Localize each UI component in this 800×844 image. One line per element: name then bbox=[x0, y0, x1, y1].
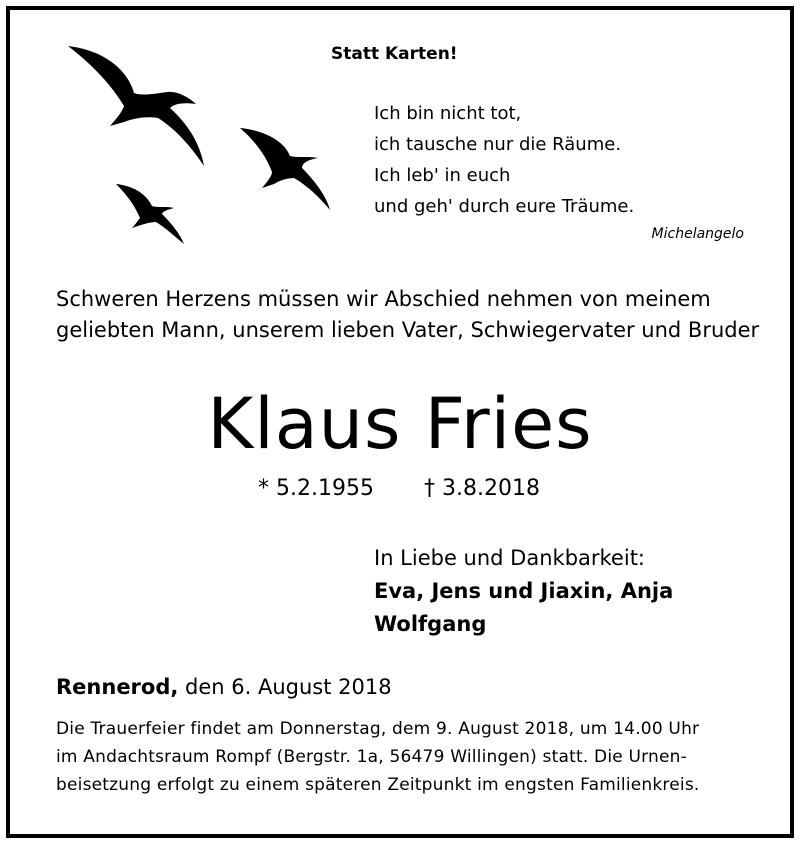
birth-date: * 5.2.1955 bbox=[258, 476, 374, 501]
mourners-names: Wolfgang bbox=[374, 612, 487, 636]
notice-line: Die Trauerfeier findet am Donnerstag, dem 9. August 2018, um 14.00 Uhr bbox=[56, 719, 700, 739]
funeral-notice bbox=[56, 715, 699, 799]
place-name: Rennerod, bbox=[56, 675, 179, 699]
seagull-middle-icon bbox=[240, 128, 330, 210]
poem-line: Ich bin nicht tot, bbox=[374, 103, 522, 124]
poem-author: Michelangelo bbox=[651, 226, 744, 242]
seagull-large-icon bbox=[68, 46, 204, 166]
notice-line: im Andachtsraum Rompf (Bergstr. 1a, 56479 Willingen) statt. Die Urnen- bbox=[56, 747, 687, 767]
place-date-line bbox=[56, 675, 392, 699]
poem-line: ich tausche nur die Räume. bbox=[374, 134, 622, 155]
intro-line: geliebten Mann, unserem lieben Vater, Schwiegervater und Bruder bbox=[56, 318, 760, 342]
intro-line: Schweren Herzens müssen wir Abschied nehmen von meinem bbox=[56, 287, 711, 311]
poem-line: und geh' durch eure Träume. bbox=[374, 196, 635, 217]
seagulls-icon bbox=[62, 38, 342, 248]
intro-text bbox=[56, 284, 759, 346]
poem-line: Ich leb' in euch bbox=[374, 165, 511, 186]
poem-block bbox=[374, 98, 634, 222]
mourners-block bbox=[374, 542, 673, 641]
date-text: den 6. August 2018 bbox=[185, 675, 392, 699]
seagull-small-icon bbox=[116, 184, 184, 244]
notice-line: beisetzung erfolgt zu einem späteren Zeitpunkt im engsten Familienkreis. bbox=[56, 775, 700, 795]
death-date: † 3.8.2018 bbox=[424, 476, 540, 501]
mourners-intro: In Liebe und Dankbarkeit: bbox=[374, 546, 646, 570]
notice-heading: Statt Karten! bbox=[331, 44, 458, 64]
deceased-name: Klaus Fries bbox=[207, 383, 593, 465]
mourners-names: Eva, Jens und Jiaxin, Anja bbox=[374, 579, 674, 603]
